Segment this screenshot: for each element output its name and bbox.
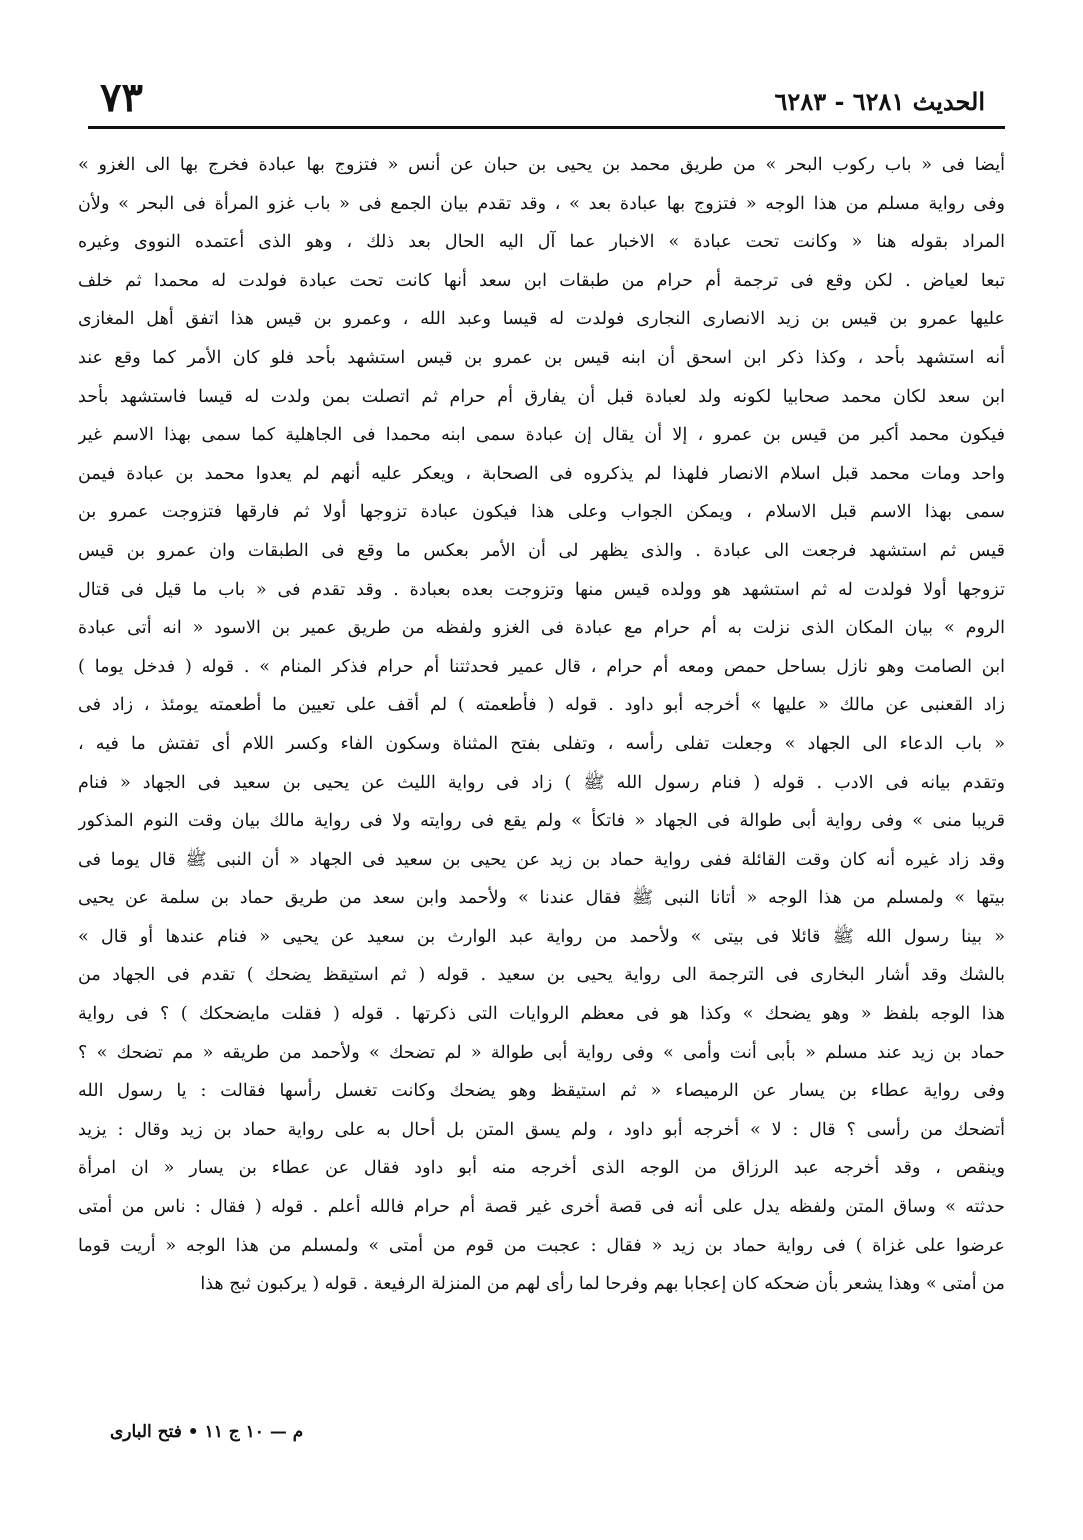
text-line: الروم » بيان المكان الذى نزلت به أم حرام مع عبادة فى الغزو ولفظه من طريق عمير بن الاسود « انه أتى عبادة [78,618,1005,639]
text-line: « باب الدعاء الى الجهاد » وجعلت تفلى رأسه ، وتفلى بفتح المثناة وسكون الفاء وكسر اللام أى تفتش ما فيه ، [78,733,1005,754]
text-line: سمى بهذا الاسم قبل الاسلام ، ويمكن الجواب وعلى هذا فيكون عبادة تزوجها أولا ثم فارقها فتزوجت عمرو بن [78,502,1005,523]
text-line: من أمتى » وهذا يشعر بأن ضحكه كان إعجابا بهم وفرحا لما رأى لهم من المنزلة الرفيعة . قوله ( يركبون ثبج هذا [200,1274,1005,1295]
text-line: قريبا منى » وفى رواية أبى طوالة فى الجهاد « فاتكأ » ولم يقع فى روايته ولا فى رواية مالك بيان وقت النوم المذكور [78,811,1005,832]
text-line: أنه استشهد بأحد ، وكذا ذكر ابن اسحق أن ابنه قيس بن عمرو بن قيس استشهد بأحد فلو كان الأمر كما وقع عند [78,347,1005,368]
text-line: زاد القعنبى عن مالك « عليها » أخرجه أبو داود . قوله ( فأطعمته ) لم أقف على تعيين ما أطعمته يومئذ ، زاد فى [78,695,1005,716]
text-line: حماد بن زيد عند مسلم « بأبى أنت وأمى » وفى رواية أبى طوالة « لم تضحك » ولأحمد من طريقه « مم تضحك » ؟ [78,1042,1005,1063]
text-line: أتضحك من رأسى ؟ قال : لا » أخرجه أبو داود ، ولم يسق المتن بل أحال به على رواية حماد بن زيد وقال : يزيد [78,1119,1005,1140]
page-number: ٧٣ [100,74,143,121]
text-line: حدثته » وساق المتن ولفظه يدل على أنه فى قصة أخرى غير قصة أم حرام فالله أعلم . قوله ( فقال : ناس من أمتى [78,1197,1005,1218]
text-line: وينقص ، وقد أخرجه عبد الرزاق من الوجه الذى أخرجه منه أبو داود فقال عن عطاء بن يسار « ان امرأة [78,1158,1005,1179]
text-line: عليها عمرو بن قيس بن زيد الانصارى النجارى فولدت له قيسا وعبد الله ، وعمرو بن قيس هذا اتفق أهل المغازى [78,309,1005,330]
header-rule [88,126,1005,129]
text-line: وفى رواية عطاء بن يسار عن الرميصاء « ثم استيقظ وهو يضحك وكانت تغسل رأسها فقالت : يا رسول الله [78,1081,1005,1102]
text-line: أيضا فى « باب ركوب البحر » من طريق محمد بن يحيى بن حبان عن أنس « فتزوج بها عبادة فخرج بها الى الغزو » [78,155,1005,175]
text-line: وفى رواية مسلم من هذا الوجه « فتزوج بها عبادة بعد » ، وقد تقدم بيان الجمع فى « باب غزو المرأة فى البحر » ولأن [78,193,1005,214]
text-line: قيس ثم استشهد فرجعت الى عبادة . والذى يظهر لى أن الأمر بعكس ما وقع فى الطبقات وان عمرو بن قيس [78,540,1005,561]
text-line: ابن الصامت وهو نازل بساحل حمص ومعه أم حرام ، قال عمير فحدثتنا أم حرام فذكر المنام » . قوله ( فدخل يوما ) [78,656,1005,677]
running-head: الحديث ٦٢٨١ - ٦٢٨٣ [774,87,985,116]
text-line: « بينا رسول الله ﷺ قائلا فى بيتى » ولأحمد من رواية عبد الوارث بن سعيد عن يحيى « فنام عندها أو قال » [78,926,1005,947]
text-line: واحد ومات محمد قبل اسلام الانصار فلهذا لم يذكروه فى الصحابة ، ويعكر عليه أنهم لم يعدوا محمد بن عبادة فيمن [78,463,1005,484]
text-line: تزوجها أولا فولدت له ثم استشهد هو وولده قيس منها وتزوجت بعده بعبادة . وقد تقدم فى « باب ما قيل فى قتال [78,579,1005,600]
text-line: ابن سعد لكان محمد صحابيا لكونه ولد لعبادة قبل أن يفارق أم حرام ثم اتصلت بمن ولدت له قيسا فاستشهد بأحد [78,386,1005,407]
signature-mark: م — ١٠ ج ١١ • فتح البارى [110,1422,304,1442]
text-line: تبعا لعياض . لكن وقع فى ترجمة أم حرام من طبقات ابن سعد أنها كانت تحت عبادة فولدت له محمدا ثم خلف [78,270,1005,291]
text-line: بيتها » ولمسلم من هذا الوجه « أتانا النبى ﷺ فقال عندنا » ولأحمد وابن سعد من طريق حماد بن سلمة عن يحيى [78,888,1005,909]
text-line: عرضوا على غزاة ) فى رواية حماد بن زيد « فقال : عجبت من قوم من أمتى » ولمسلم من هذا الوجه « أريت قوما [78,1235,1005,1256]
text-line: بالشك وقد أشار البخارى فى الترجمة الى رواية يحيى بن سعيد . قوله ( ثم استيقظ يضحك ) تقدم فى الجهاد من [78,965,1005,986]
text-line: فيكون محمد أكبر من قيس بن عمرو ، إلا أن يقال إن عبادة سمى ابنه محمدا فى الجاهلية كما سمى بهذا الاسم غير [78,425,1005,446]
text-line: وقد زاد غيره أنه كان وقت القائلة ففى رواية حماد بن زيد عن يحيى بن سعيد فى الجهاد « أن النبى ﷺ قال يوما فى [78,849,1005,870]
text-line: وتقدم بيانه فى الادب . قوله ( فنام رسول الله ﷺ ) زاد فى رواية الليث عن يحيى بن سعيد فى الجهاد « فنام [78,772,1005,793]
text-line: هذا الوجه بلفظ « وهو يضحك » وكذا هو فى معظم الروايات التى ذكرتها . قوله ( فقلت مايضحكك ) ؟ فى رواية [78,1004,1005,1025]
text-line: المراد بقوله هنا « وكانت تحت عبادة » الاخبار عما آل اليه الحال بعد ذلك ، وهو الذى أعتمده النووى وغيره [78,232,1005,253]
body-text [78,146,1005,1304]
